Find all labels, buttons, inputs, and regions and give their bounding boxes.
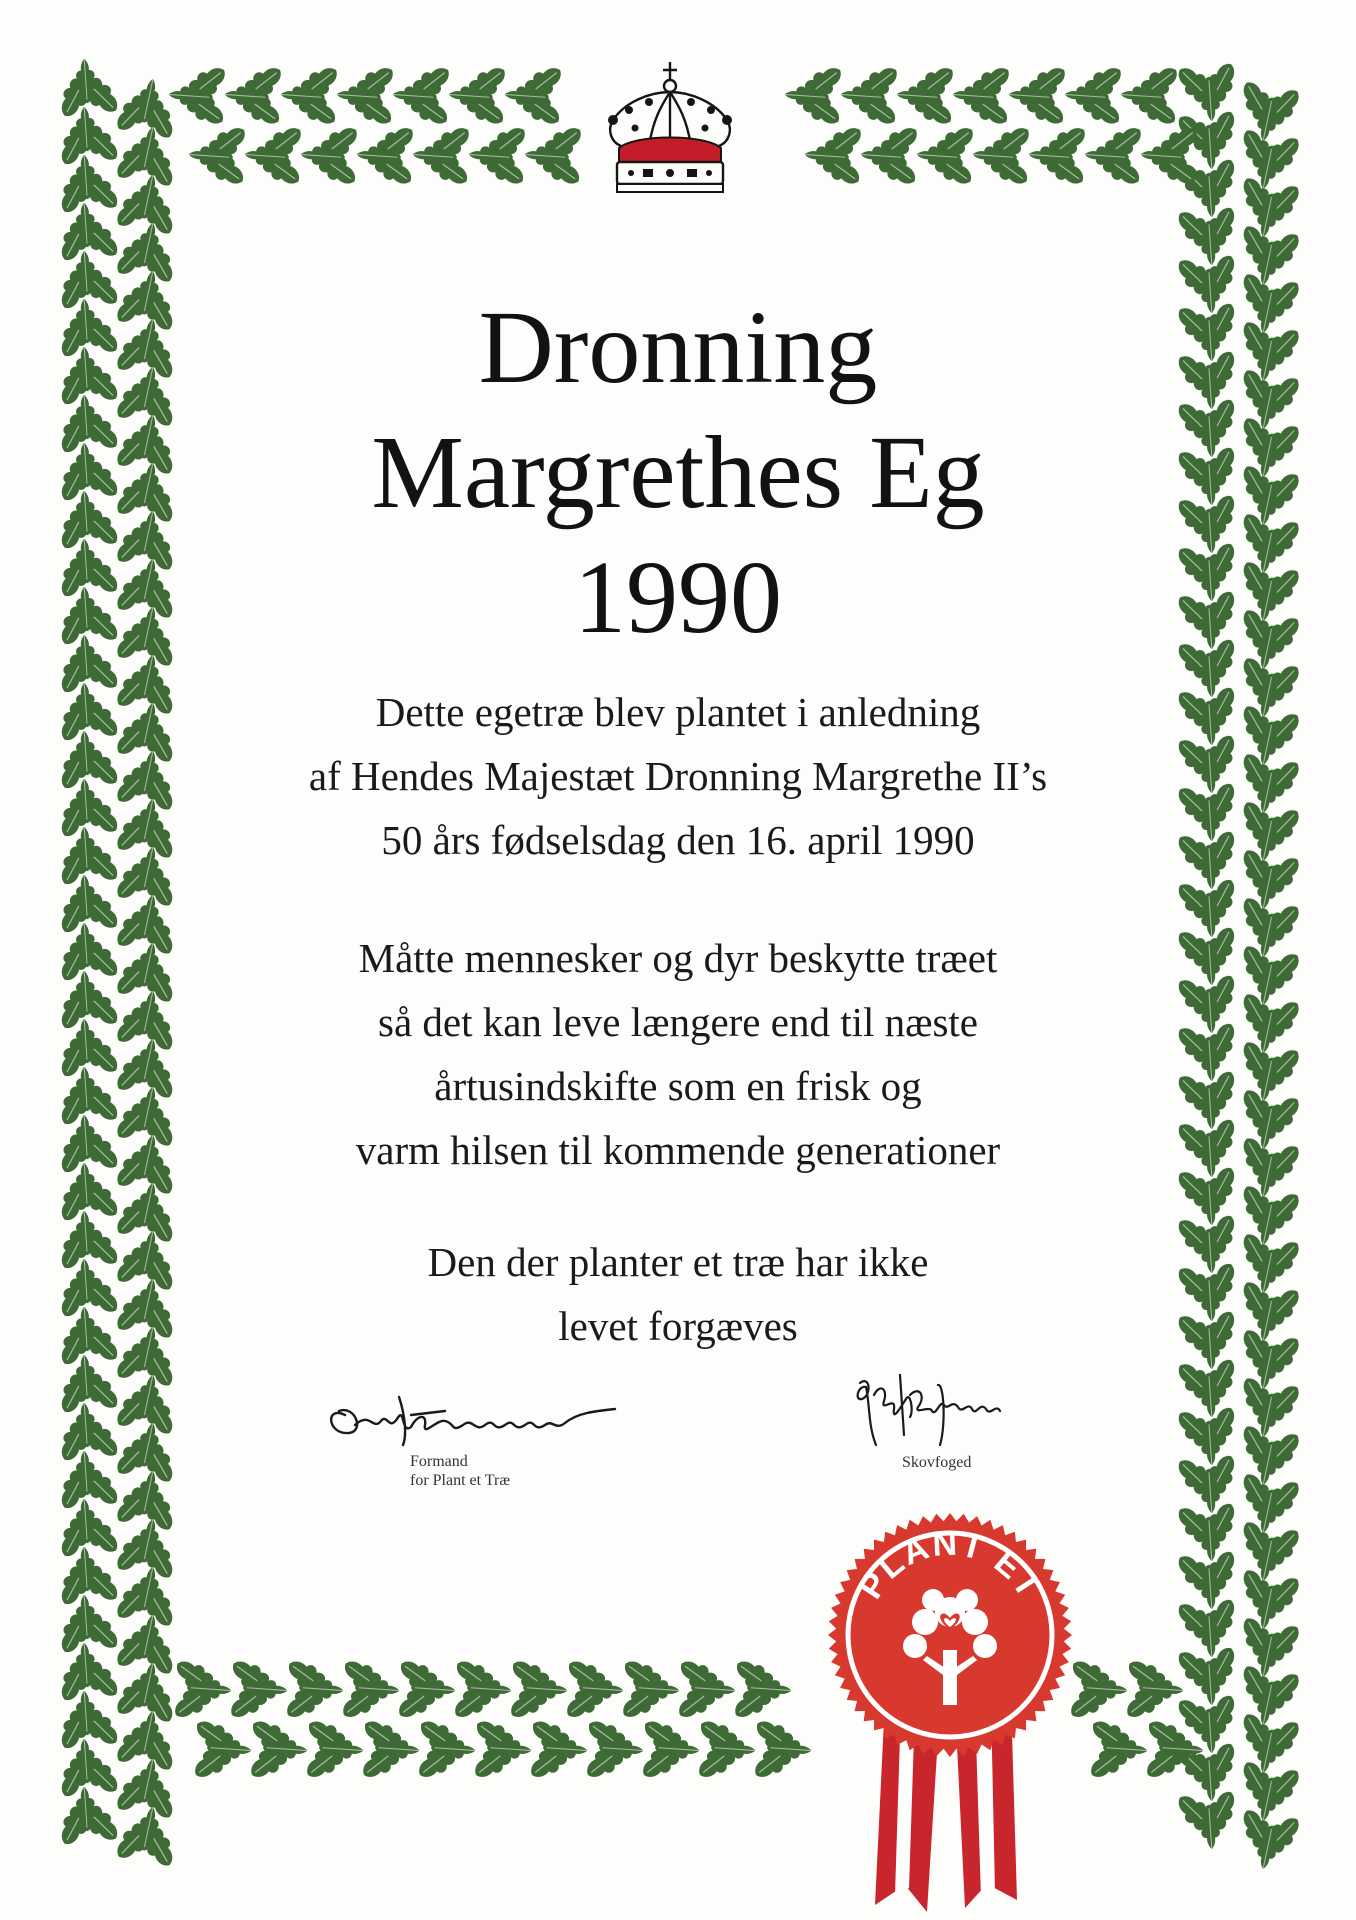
oak-leaf-spray	[1120, 60, 1184, 131]
oak-leaf-spray	[952, 60, 1016, 131]
oak-leaf-spray	[336, 60, 400, 131]
oak-leaf-spray	[448, 1654, 512, 1725]
oak-leaf-spray	[524, 120, 588, 191]
oak-leaf-spray	[504, 60, 568, 131]
wish-line-2: så det kan leve længere end til næste	[377, 999, 979, 1045]
chairman-title-line-2: for Plant et Træ	[410, 1472, 511, 1489]
oak-leaf-spray	[916, 120, 980, 191]
plant-et-seal	[815, 1500, 1085, 1920]
oak-leaf-spray	[1169, 54, 1248, 127]
oak-leaf-spray	[1120, 1654, 1184, 1725]
oak-leaf-spray	[504, 1654, 568, 1725]
oak-leaf-spray	[728, 1654, 792, 1725]
title-line-2: Margrethes Eg	[371, 415, 985, 530]
oak-leaf-spray	[392, 1654, 456, 1725]
wish-line-4: varm hilsen til kommende generationer	[355, 1127, 1001, 1173]
oak-leaf-spray	[524, 1714, 588, 1785]
forester-title: Skovfoged	[902, 1454, 972, 1471]
dedication-text	[250, 680, 1106, 872]
signature-block-forester	[840, 1365, 1020, 1475]
oak-leaf-spray	[1084, 1714, 1148, 1785]
title-year: 1990	[574, 540, 782, 655]
oak-leaf-spray	[860, 120, 924, 191]
oak-leaf-spray	[280, 60, 344, 131]
oak-leaf-spray	[804, 120, 868, 191]
proverb-line-1: Den der planter et træ har ikke	[427, 1239, 929, 1285]
oak-leaf-spray	[672, 1654, 736, 1725]
title-line-1: Dronning	[478, 290, 878, 405]
oak-leaf-spray	[336, 1654, 400, 1725]
royal-crown-icon	[595, 58, 745, 198]
oak-leaf-spray	[748, 1714, 812, 1785]
oak-leaf-spray	[1140, 120, 1204, 191]
oak-leaf-spray	[1028, 120, 1092, 191]
oak-leaf-spray	[468, 120, 532, 191]
dedication-line-1: Dette egetræ blev plantet i anledning	[375, 689, 981, 735]
oak-leaf-spray	[448, 60, 512, 131]
oak-leaf-spray	[560, 1654, 624, 1725]
oak-leaf-spray	[1084, 120, 1148, 191]
oak-leaf-spray	[244, 120, 308, 191]
oak-leaf-spray	[280, 1654, 344, 1725]
oak-leaf-spray	[244, 1714, 308, 1785]
oak-leaf-spray	[224, 60, 288, 131]
oak-leaf-spray	[356, 120, 420, 191]
oak-leaf-spray	[48, 1781, 127, 1854]
proverb-text	[250, 1230, 1106, 1358]
oak-leaf-spray	[188, 120, 252, 191]
oak-leaf-spray	[108, 1801, 187, 1874]
chairman-caption	[410, 1452, 635, 1490]
oak-leaf-spray	[580, 1714, 644, 1785]
oak-leaf-spray	[972, 120, 1036, 191]
oak-leaf-spray	[1229, 74, 1308, 147]
wish-line-3: årtusindskifte som en frisk og	[434, 1063, 922, 1109]
oak-leaf-spray	[616, 1654, 680, 1725]
oak-leaf-spray	[412, 120, 476, 191]
signature-block-chairman	[315, 1375, 635, 1490]
wish-line-1: Måtte mennesker og dyr beskytte træet	[358, 935, 998, 981]
oak-leaf-spray	[896, 60, 960, 131]
oak-leaf-spray	[300, 120, 364, 191]
oak-leaf-spray	[840, 60, 904, 131]
oak-leaf-spray	[224, 1654, 288, 1725]
oak-leaf-spray	[188, 1714, 252, 1785]
oak-leaf-spray	[1008, 60, 1072, 131]
oak-leaf-spray	[356, 1714, 420, 1785]
oak-leaf-spray	[300, 1714, 364, 1785]
oak-leaf-spray	[468, 1714, 532, 1785]
certificate-title	[250, 285, 1106, 660]
oak-leaf-spray	[784, 60, 848, 131]
oak-leaf-spray	[392, 60, 456, 131]
chairman-signature	[315, 1375, 635, 1450]
oak-leaf-spray	[636, 1714, 700, 1785]
oak-leaf-spray	[692, 1714, 756, 1785]
chairman-title-line-1: Formand	[410, 1453, 468, 1470]
dedication-line-2: af Hendes Majestæt Dronning Margrethe II’s	[308, 753, 1048, 799]
proverb-line-2: levet forgæves	[558, 1303, 798, 1349]
dedication-line-3: 50 års fødselsdag den 16. april 1990	[381, 817, 975, 863]
oak-leaf-spray	[168, 1654, 232, 1725]
oak-leaf-spray	[1064, 60, 1128, 131]
seal-text: PLANT ET	[851, 1524, 1049, 1606]
oak-leaf-spray	[412, 1714, 476, 1785]
oak-leaf-spray	[168, 60, 232, 131]
wish-text	[250, 926, 1106, 1182]
